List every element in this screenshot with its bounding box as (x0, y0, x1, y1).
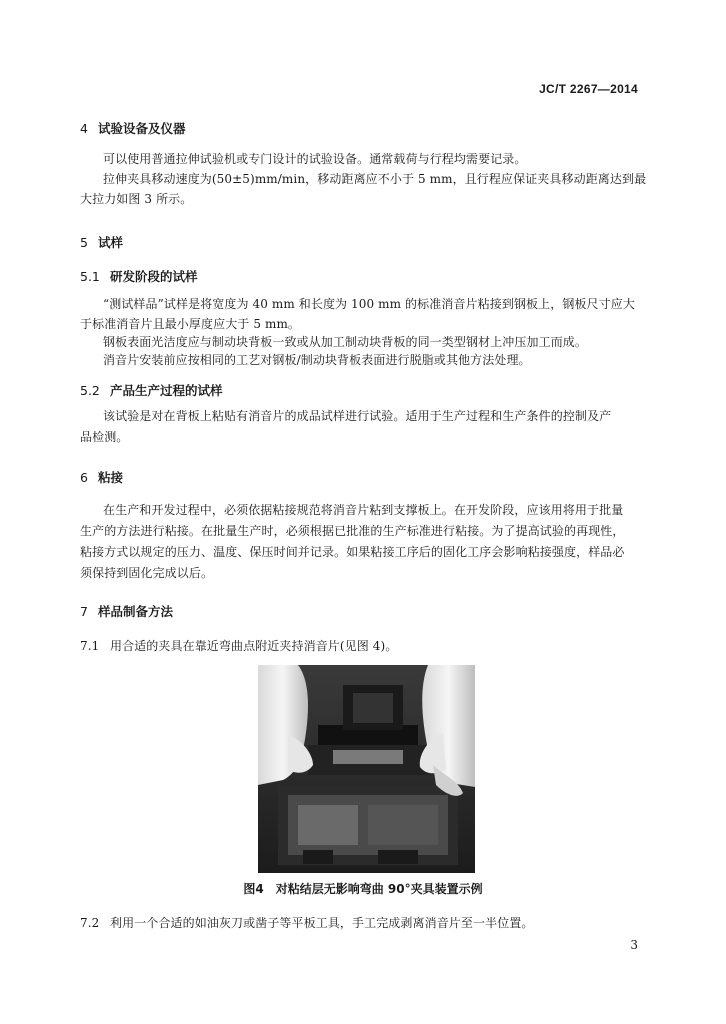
paragraph-continuation: 于标准消音片且最小厚度应大于 5 mm。 (80, 317, 301, 331)
section-number: 4 (80, 121, 88, 136)
clause-text: 用合适的夹具在靠近弯曲点附近夹持消音片(见图 4)。 (110, 639, 398, 653)
section-title: 试验设备及仪器 (98, 121, 186, 136)
paragraph: 拉伸夹具移动速度为(50±5)mm/min，移动距离应不小于 5 mm，且行程应保证夹具移动距离达到最 (103, 172, 647, 186)
clause-number: 7.2 (80, 916, 100, 930)
paragraph-continuation: 粘接方式以规定的压力、温度、保压时间并记录。如果粘接工序后的固化工序会影响粘接强度，样品必 (80, 545, 625, 559)
section-title: 产品生产过程的试样 (110, 383, 223, 398)
section-7-heading (80, 602, 173, 620)
figure-4-caption: 图4 对粘结层无影响弯曲 90°夹具装置示例 (243, 882, 483, 896)
fixture-photo-illustration (258, 665, 475, 873)
section-5-heading (80, 233, 123, 251)
section-number: 5 (80, 235, 88, 250)
section-5-1-heading (80, 267, 198, 285)
clause-number: 7.1 (80, 639, 100, 653)
section-title: 粘接 (98, 470, 124, 485)
section-number: 5.2 (80, 383, 100, 398)
paragraph-continuation: 生产的方法进行粘接。在批量生产时，必须根据已批准的生产标准进行粘接。为了提高试验的再现性， (80, 524, 625, 538)
standard-code: JC/T 2267—2014 (539, 82, 638, 96)
page-number: 3 (630, 938, 638, 952)
paragraph-continuation: 须保持到固化完成以后。 (80, 566, 214, 580)
section-5-2-heading (80, 381, 223, 399)
paragraph-continuation: 品检测。 (80, 430, 129, 444)
section-title: 样品制备方法 (98, 604, 174, 619)
section-number: 6 (80, 470, 88, 485)
section-number: 7 (80, 604, 88, 619)
section-title: 研发阶段的试样 (110, 269, 198, 284)
paragraph: 钢板表面光洁度应与制动块背板一致或从加工制动块背板的同一类型钢材上冲压加工而成。 (103, 335, 588, 349)
paragraph-continuation: 大拉力如图 3 所示。 (80, 192, 193, 206)
clause-7-2 (80, 913, 534, 933)
section-title: 试样 (98, 235, 124, 250)
section-4-heading (80, 119, 186, 137)
paragraph: 该试验是对在背板上粘贴有消音片的成品试样进行试验。适用于生产过程和生产条件的控制及产 (103, 409, 612, 423)
paragraph: “测试样品”试样是将宽度为 40 mm 和长度为 100 mm 的标准消音片粘接到钢板上，钢板尺寸应大 (103, 297, 635, 311)
paragraph: 在生产和开发过程中，必须依据粘接规范将消音片粘到支撑板上。在开发阶段，应该用将用于批量 (103, 503, 624, 517)
clause-7-1 (80, 636, 397, 656)
figure-4-photo (258, 665, 475, 873)
paragraph: 消音片安装前应按相同的工艺对钢板/制动块背板表面进行脱脂或其他方法处理。 (103, 353, 531, 367)
clause-text: 利用一个合适的如油灰刀或凿子等平板工具，手工完成剥离消音片至一半位置。 (110, 916, 534, 930)
section-6-heading (80, 468, 123, 486)
section-number: 5.1 (80, 269, 100, 284)
paragraph: 可以使用普通拉伸试验机或专门设计的试验设备。通常载荷与行程均需要记录。 (103, 152, 527, 166)
